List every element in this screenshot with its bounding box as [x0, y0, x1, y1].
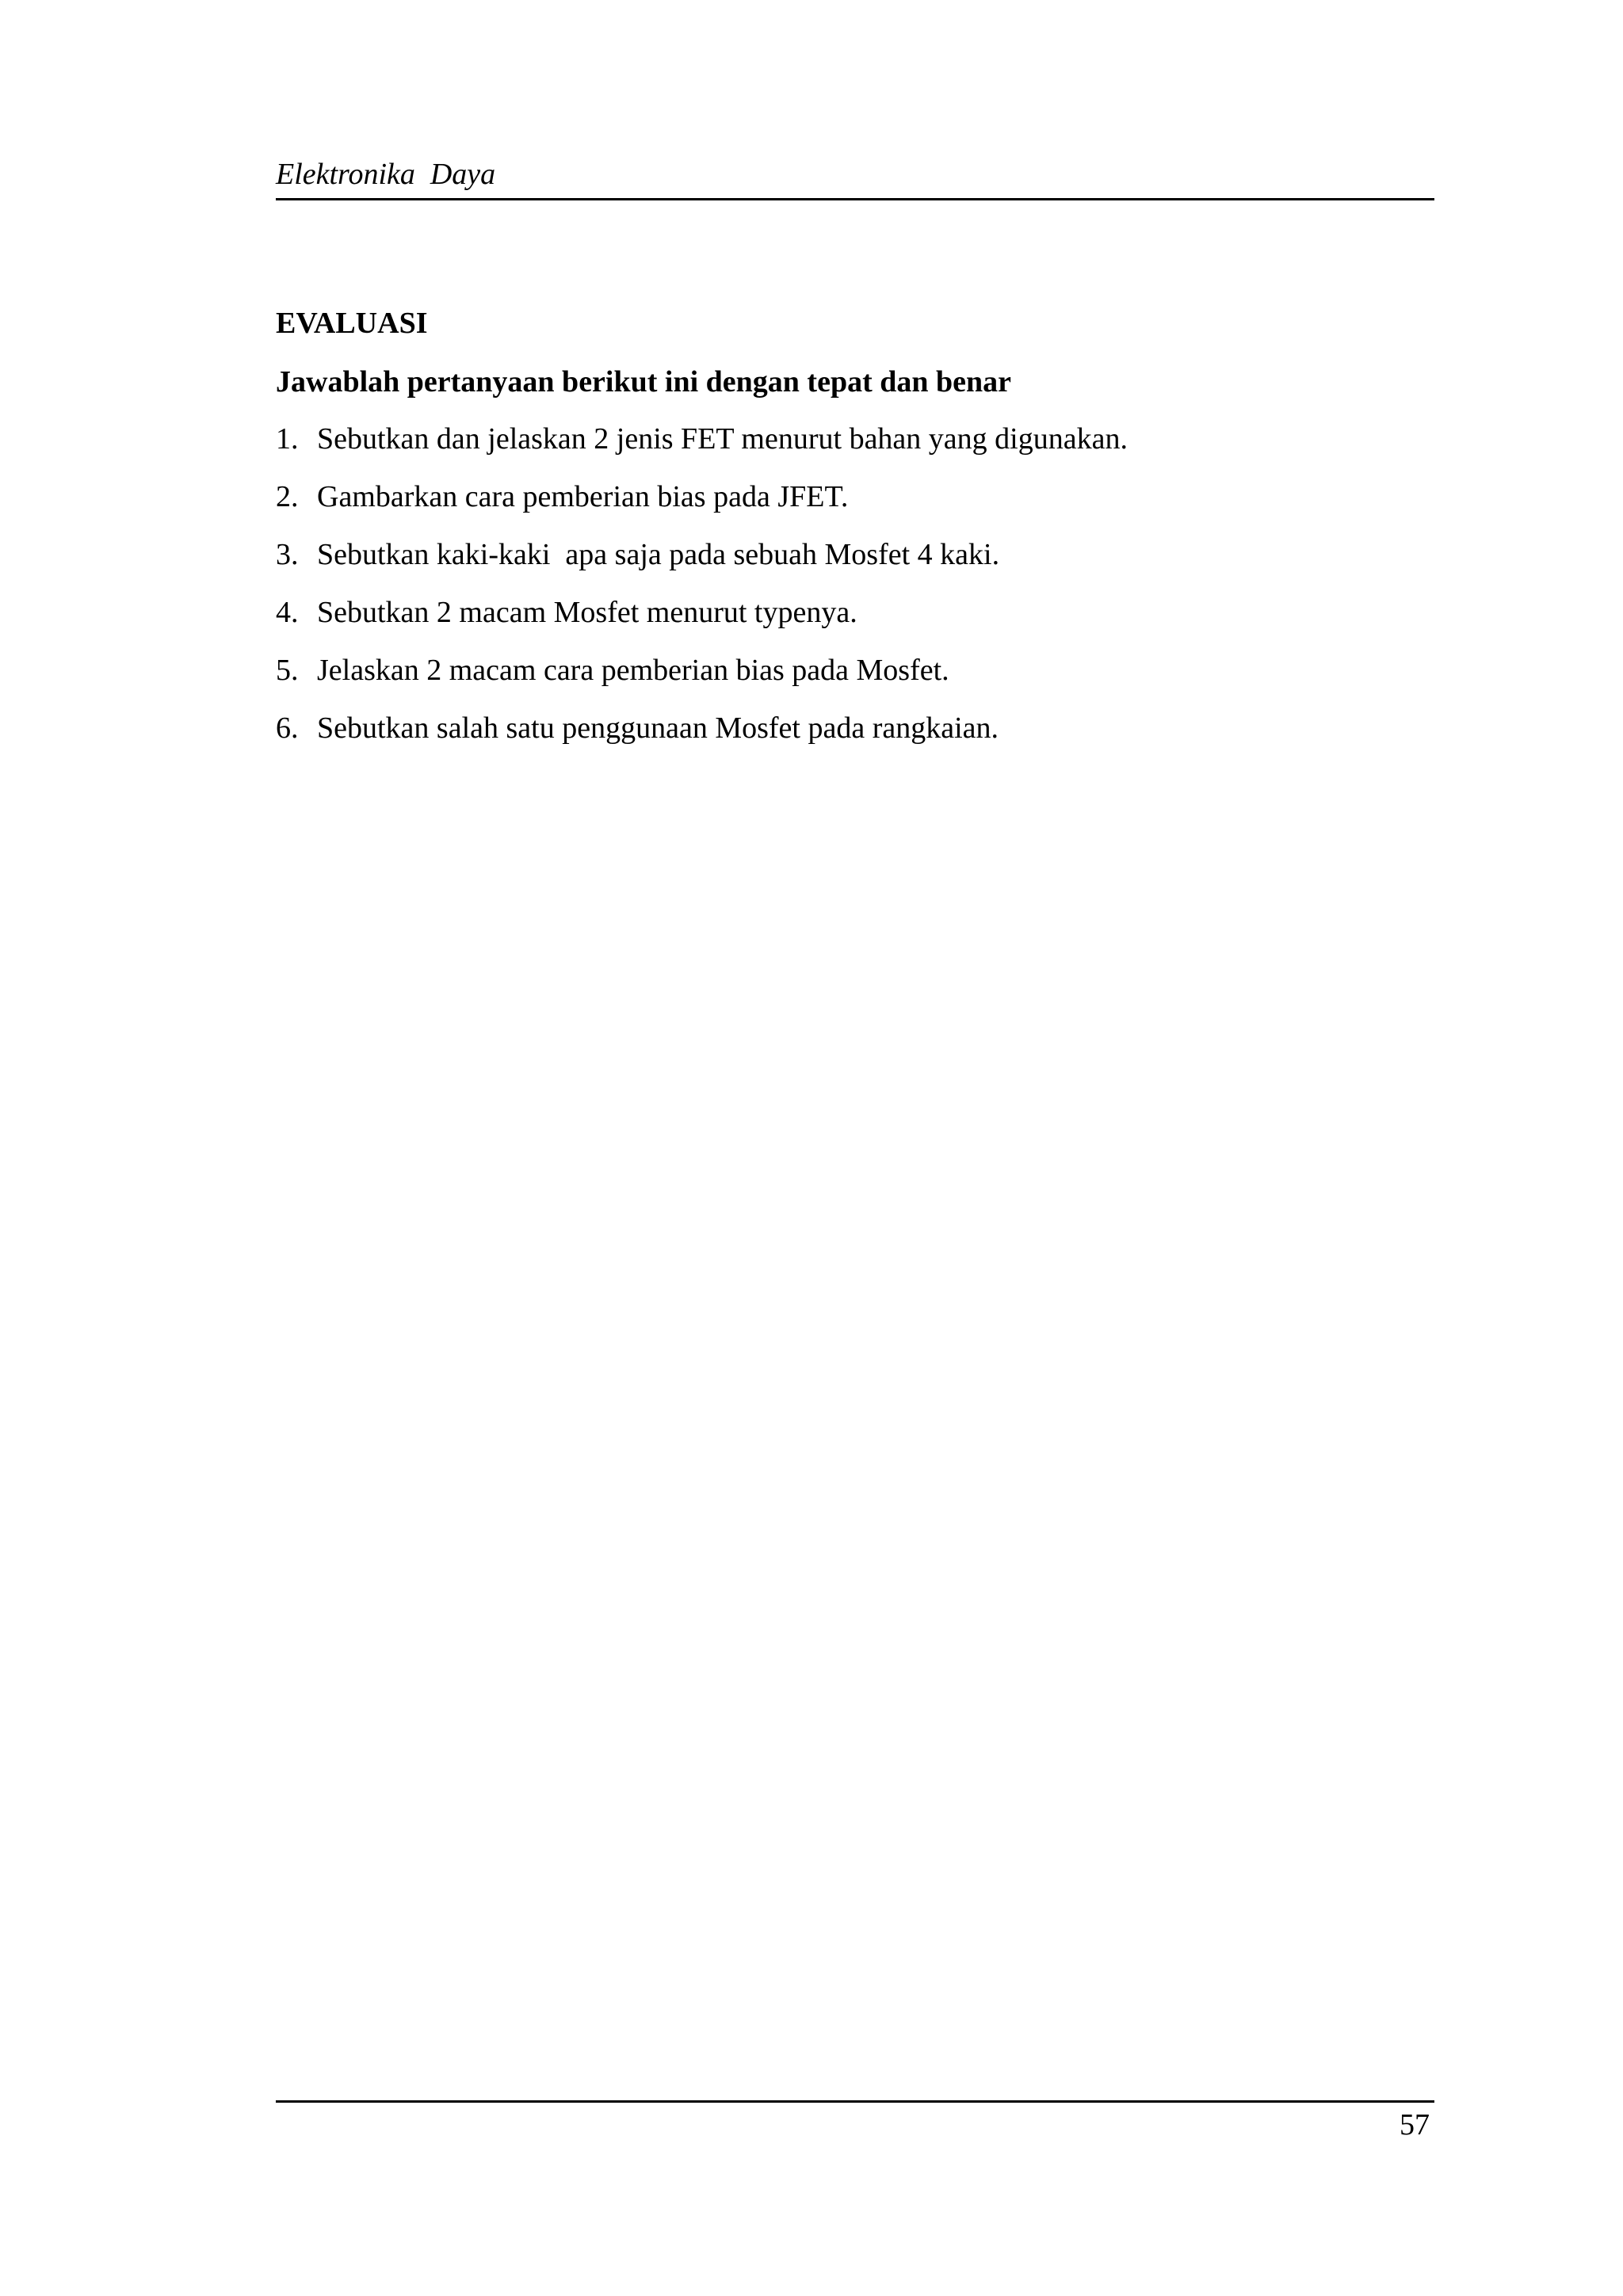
section-title: EVALUASI: [276, 307, 428, 340]
question-number: 5.: [276, 654, 299, 687]
running-header: [276, 155, 1434, 200]
question-text: Sebutkan kaki-kaki apa saja pada sebuah Mosfet 4 kaki.: [317, 538, 1000, 571]
question-number: 6.: [276, 711, 299, 745]
question-number: 2.: [276, 480, 299, 513]
question-item: [276, 595, 1434, 630]
question-item: [276, 711, 1434, 746]
page-number: 57: [1400, 2108, 1430, 2142]
question-text: Sebutkan salah satu penggunaan Mosfet pada rangkaian.: [317, 711, 999, 745]
question-item: [276, 653, 1434, 688]
question-number: 4.: [276, 596, 299, 629]
question-list: [276, 421, 1434, 746]
question-text: Sebutkan 2 macam Mosfet menurut typenya.: [317, 596, 857, 629]
question-text: Sebutkan dan jelaskan 2 jenis FET menurut bahan yang digunakan.: [317, 422, 1128, 456]
question-number: 1.: [276, 422, 299, 456]
question-text: Jelaskan 2 macam cara pemberian bias pada Mosfet.: [317, 654, 949, 687]
instruction-text: Jawablah pertanyaan berikut ini dengan tepat dan benar: [276, 365, 1011, 399]
evaluation-section: [276, 306, 1434, 769]
question-item: [276, 421, 1434, 456]
question-item: [276, 479, 1434, 514]
question-text: Gambarkan cara pemberian bias pada JFET.: [317, 480, 849, 513]
running-footer: [276, 2100, 1434, 2142]
question-number: 3.: [276, 538, 299, 571]
question-item: [276, 537, 1434, 572]
running-header-title: Elektronika Daya: [276, 158, 496, 191]
